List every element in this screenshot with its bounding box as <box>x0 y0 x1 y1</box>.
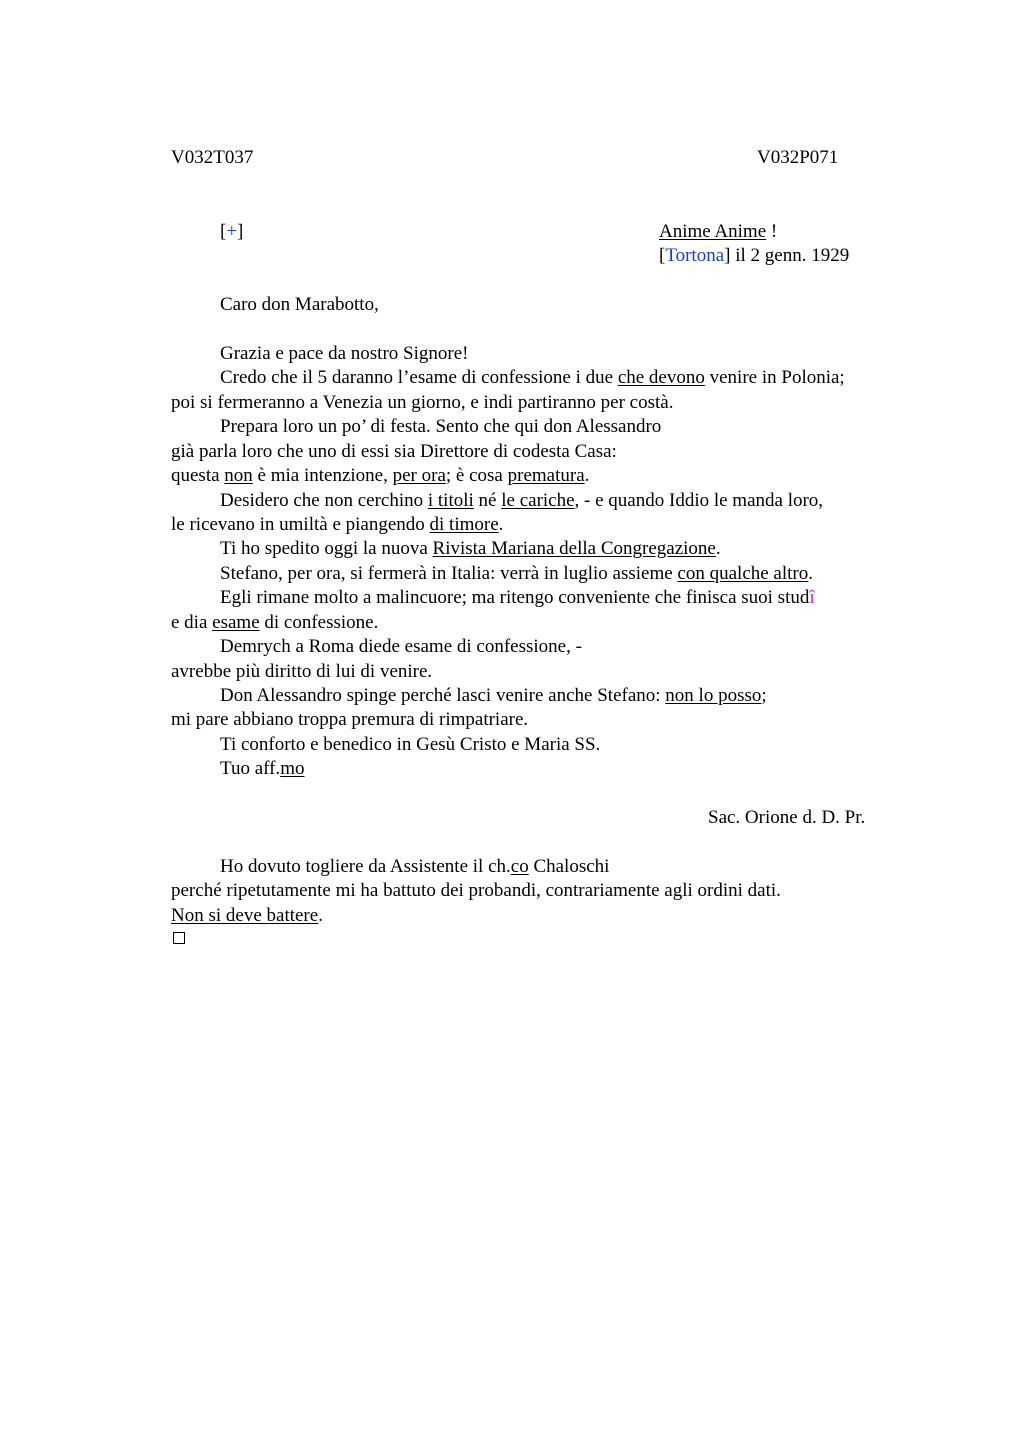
body-line: Egli rimane molto a malincuore; ma ritengo conveniente che finisca suoi studî <box>220 587 815 608</box>
body-line: Ti ho spedito oggi la nuova Rivista Mariana della Congregazione. <box>220 538 721 559</box>
cross-mark: [+] <box>220 221 244 242</box>
postscript-line: Ho dovuto togliere da Assistente il ch.co Chaloschi <box>220 856 610 877</box>
body-line: Stefano, per ora, si fermerà in Italia: verrà in luglio assieme con qualche altro. <box>220 563 814 584</box>
plus-link[interactable]: + <box>226 221 238 242</box>
signature: Sac. Orione d. D. Pr. <box>708 807 866 828</box>
place-link[interactable]: Tortona <box>665 245 725 266</box>
body-line: Credo che il 5 daranno l’esame di confessione i due che devono venire in Polonia; <box>220 367 845 388</box>
body-line: Grazia e pace da nostro Signore! <box>220 343 469 364</box>
postscript-line: perché ripetutamente mi ha battuto dei probandi, contrariamente agli ordini dati. <box>171 880 781 901</box>
document-code-right: V032P071 <box>757 147 839 168</box>
body-line: già parla loro che uno di essi sia Direttore di codesta Casa: <box>171 441 617 462</box>
postscript-line: Non si deve battere. <box>171 905 323 926</box>
body-line: le ricevano in umiltà e piangendo di timore. <box>171 514 504 535</box>
end-marker-box <box>173 932 185 944</box>
invocation: Anime Anime ! <box>659 221 778 242</box>
body-line: mi pare abbiano troppa premura di rimpatriare. <box>171 709 529 730</box>
body-line: questa non è mia intenzione, per ora; è cosa prematura. <box>171 465 590 486</box>
body-line: poi si fermeranno a Venezia un giorno, e indi partiranno per costà. <box>171 392 674 413</box>
place-date: [Tortona] il 2 genn. 1929 <box>659 245 850 266</box>
body-line: Demrych a Roma diede esame di confessione, - <box>220 636 582 657</box>
body-line: Prepara loro un po’ di festa. Sento che qui don Alessandro <box>220 416 662 437</box>
salutation: Caro don Marabotto, <box>220 294 379 315</box>
closing: Tuo aff.mo <box>220 758 305 779</box>
body-line: Desidero che non cerchino i titoli né le cariche, - e quando Iddio le manda loro, <box>220 490 824 511</box>
body-line: e dia esame di confessione. <box>171 612 379 633</box>
body-line: Ti conforto e benedico in Gesù Cristo e Maria SS. <box>220 734 601 755</box>
document-code-left: V032T037 <box>171 147 254 168</box>
body-line: Don Alessandro spinge perché lasci venire anche Stefano: non lo posso; <box>220 685 767 706</box>
body-line: avrebbe più diritto di lui di venire. <box>171 661 433 682</box>
